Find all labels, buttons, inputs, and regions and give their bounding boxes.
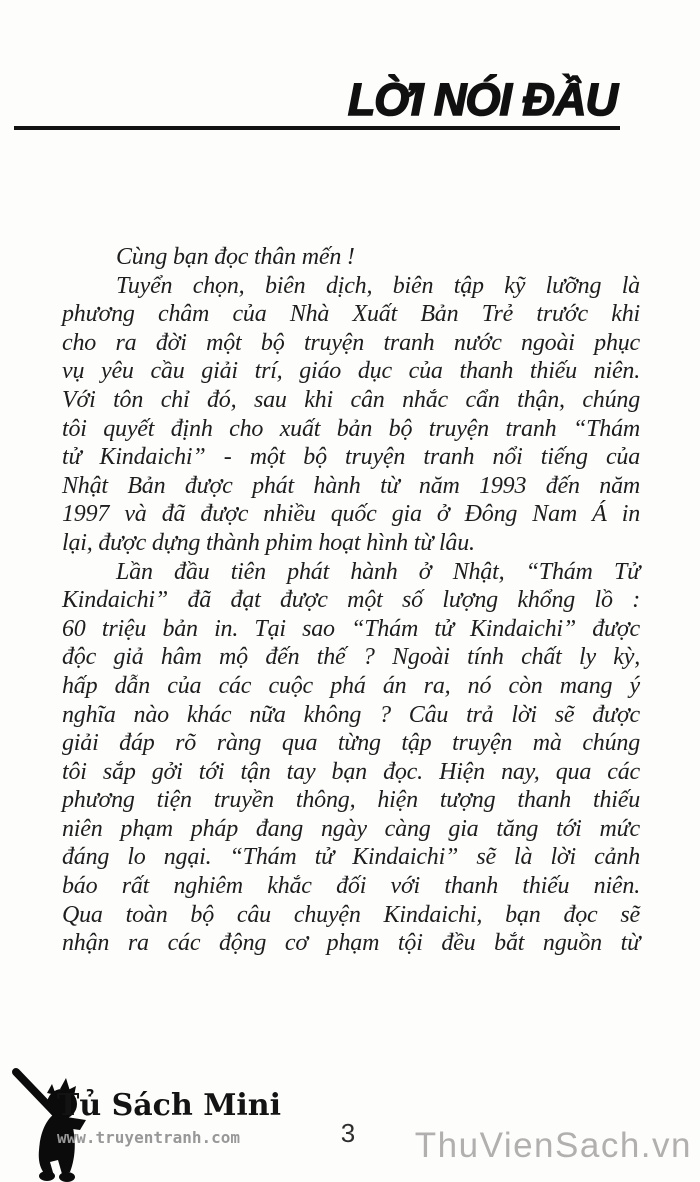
body-text xyxy=(62,243,640,958)
text-line: phương tiện truyền thông, hiện tượng thanh thiếu xyxy=(62,787,640,814)
text-line: tôi quyết định cho xuất bản bộ truyện tranh “Thám xyxy=(62,415,640,442)
text-line: phương châm của Nhà Xuất Bản Trẻ trước khi xyxy=(62,301,640,328)
text-line: giải đáp rõ ràng qua từng tập truyện mà chúng xyxy=(62,730,640,757)
text-line: báo rất nghiêm khắc đối với thanh thiếu niên. xyxy=(62,873,640,900)
text-line: Với tôn chỉ đó, sau khi cân nhắc cẩn thận, chúng xyxy=(62,386,640,413)
chapter-title: LỜI NÓI ĐẦU xyxy=(347,74,617,125)
text-line: nghĩa nào khác nữa không ? Câu trả lời sẽ được xyxy=(62,701,640,728)
publisher-website: www.truyentranh.com xyxy=(57,1128,241,1147)
text-line: lại, được dựng thành phim hoạt hình từ lâu. xyxy=(62,529,475,556)
paragraph xyxy=(62,558,640,958)
text-line: nhận ra các động cơ phạm tội đều bắt nguồn từ xyxy=(62,930,640,957)
text-line: tôi sắp gởi tới tận tay bạn đọc. Hiện nay, qua các xyxy=(62,758,640,785)
paragraph xyxy=(62,243,640,272)
watermark-text: ThuVienSach.vn xyxy=(414,1126,692,1165)
text-line: niên phạm pháp đang ngày càng gia tăng tới mức xyxy=(62,815,640,842)
text-line: vụ yêu cầu giải trí, giáo dục của thanh thiếu niên. xyxy=(62,358,640,385)
text-line: 1997 và đã được nhiều quốc gia ở Đông Nam Á in xyxy=(62,501,640,528)
text-line: Tuyển chọn, biên dịch, biên tập kỹ lưỡng là xyxy=(116,272,640,299)
page-number: 3 xyxy=(340,1118,356,1148)
text-line: tử Kindaichi” - một bộ truyện tranh nổi tiếng của xyxy=(62,444,640,471)
boy-with-stick-silhouette-icon xyxy=(10,1064,112,1182)
text-line: 60 triệu bản in. Tại sao “Thám tử Kindaichi” được xyxy=(62,615,640,642)
text-line: Nhật Bản được phát hành từ năm 1993 đến năm xyxy=(62,472,640,499)
series-name: Tủ Sách Mini xyxy=(57,1088,282,1123)
text-line: Lần đầu tiên phát hành ở Nhật, “Thám Tử xyxy=(116,558,640,585)
text-line: Kindaichi” đã đạt được một số lượng khổng lồ : xyxy=(62,587,640,614)
text-line: đáng lo ngại. “Thám tử Kindaichi” sẽ là lời cảnh xyxy=(62,844,640,871)
text-line: hấp dẫn của các cuộc phá án ra, nó còn mang ý xyxy=(62,672,640,699)
text-line: cho ra đời một bộ truyện tranh nước ngoài phục xyxy=(62,329,640,356)
title-underline-rule xyxy=(14,126,620,130)
text-line: Qua toàn bộ câu chuyện Kindaichi, bạn đọc sẽ xyxy=(62,901,640,928)
text-line: độc giả hâm mộ đến thế ? Ngoài tính chất ly kỳ, xyxy=(62,644,640,671)
paragraph xyxy=(62,272,640,558)
text-line: Cùng bạn đọc thân mến ! xyxy=(116,244,355,270)
